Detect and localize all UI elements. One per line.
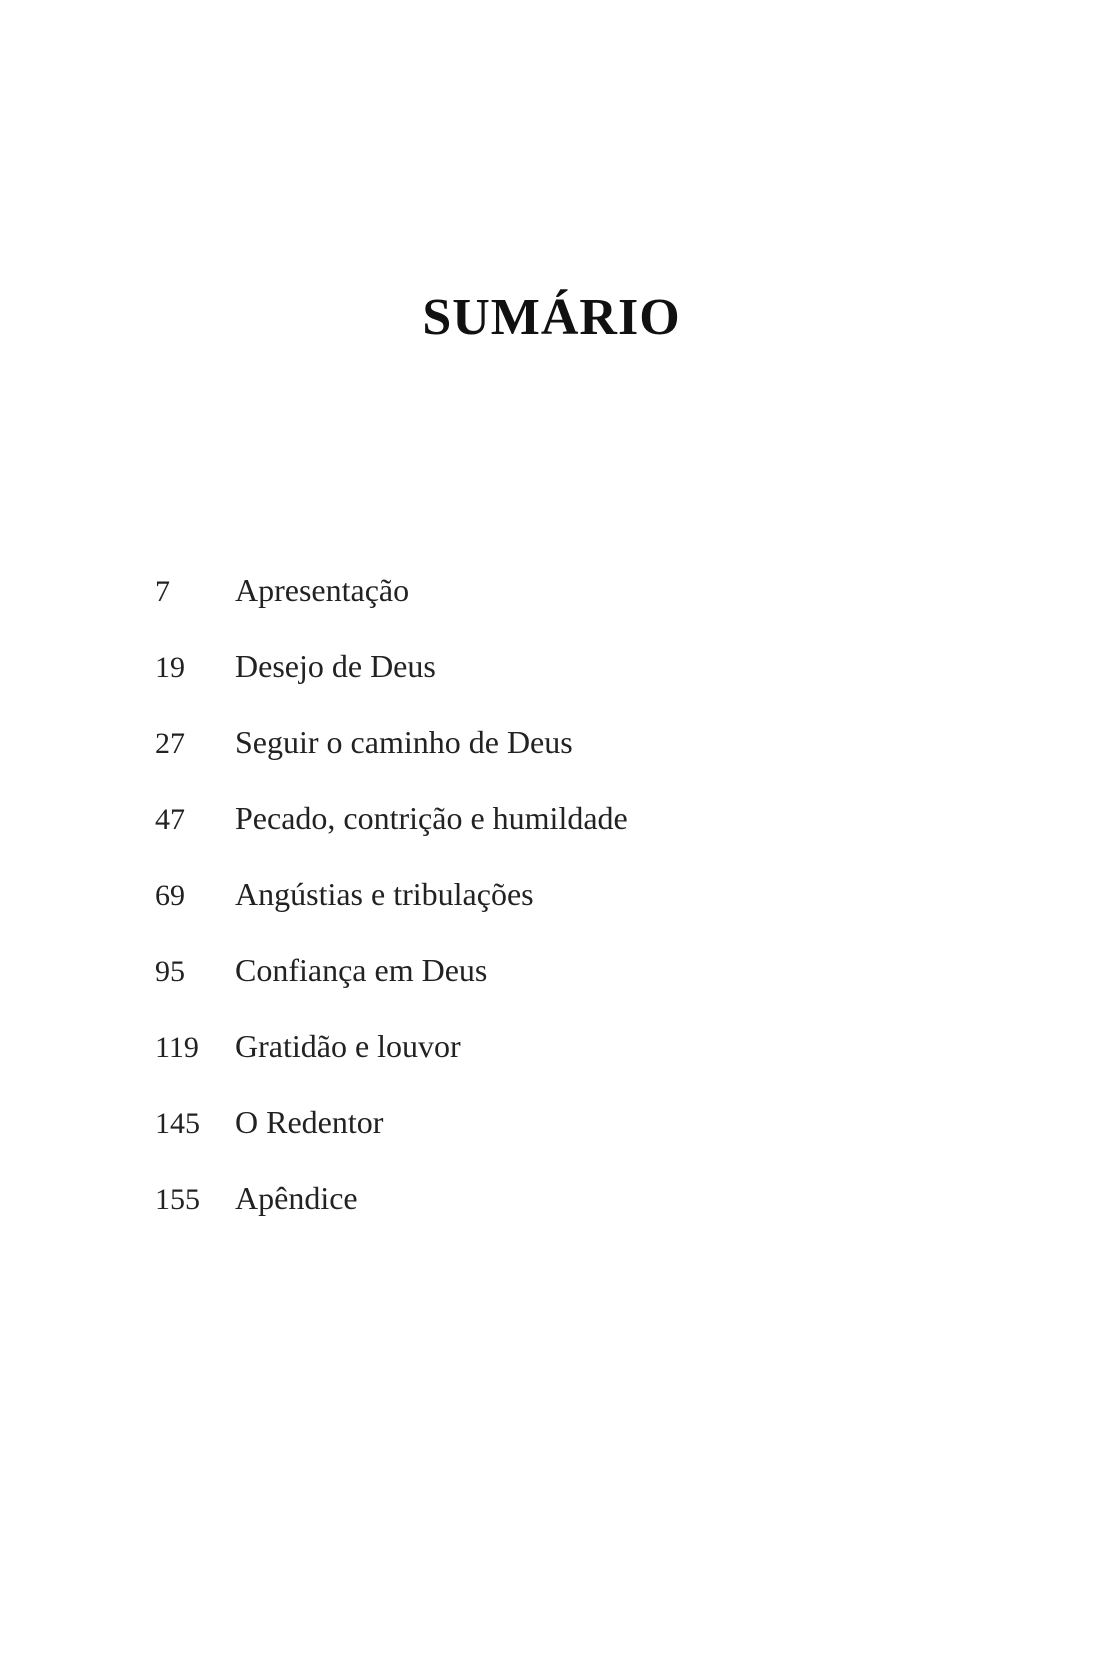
toc-chapter-title: Confiança em Deus <box>235 952 488 988</box>
toc-chapter-title: Desejo de Deus <box>235 648 436 684</box>
toc-entry <box>155 724 628 800</box>
toc-entry <box>155 572 628 648</box>
toc-entry <box>155 800 628 876</box>
toc-page-number: 69 <box>155 879 185 912</box>
toc-entry <box>155 1180 628 1256</box>
toc-chapter-title: Gratidão e louvor <box>235 1028 461 1064</box>
toc-entry <box>155 1104 628 1180</box>
toc-page-number: 145 <box>155 1107 200 1140</box>
toc-chapter-title: Apêndice <box>235 1180 358 1216</box>
page-title: SUMÁRIO <box>422 289 681 346</box>
toc-page-number: 119 <box>155 1031 199 1064</box>
toc-page-number: 7 <box>155 575 170 608</box>
toc-page-number: 155 <box>155 1183 200 1216</box>
toc-chapter-title: Seguir o caminho de Deus <box>235 724 573 760</box>
toc-page-number: 27 <box>155 727 185 760</box>
toc-chapter-title: Angústias e tribulações <box>235 876 534 912</box>
table-of-contents <box>155 572 628 1256</box>
toc-chapter-title: Pecado, contrição e humildade <box>235 800 628 836</box>
toc-entry <box>155 952 628 1028</box>
toc-chapter-title: Apresentação <box>235 572 410 608</box>
toc-entry <box>155 1028 628 1104</box>
toc-page-number: 19 <box>155 651 185 684</box>
toc-chapter-title: O Redentor <box>235 1104 384 1140</box>
toc-entry <box>155 648 628 724</box>
toc-page-number: 47 <box>155 803 185 836</box>
toc-entry <box>155 876 628 952</box>
toc-page-number: 95 <box>155 955 185 988</box>
